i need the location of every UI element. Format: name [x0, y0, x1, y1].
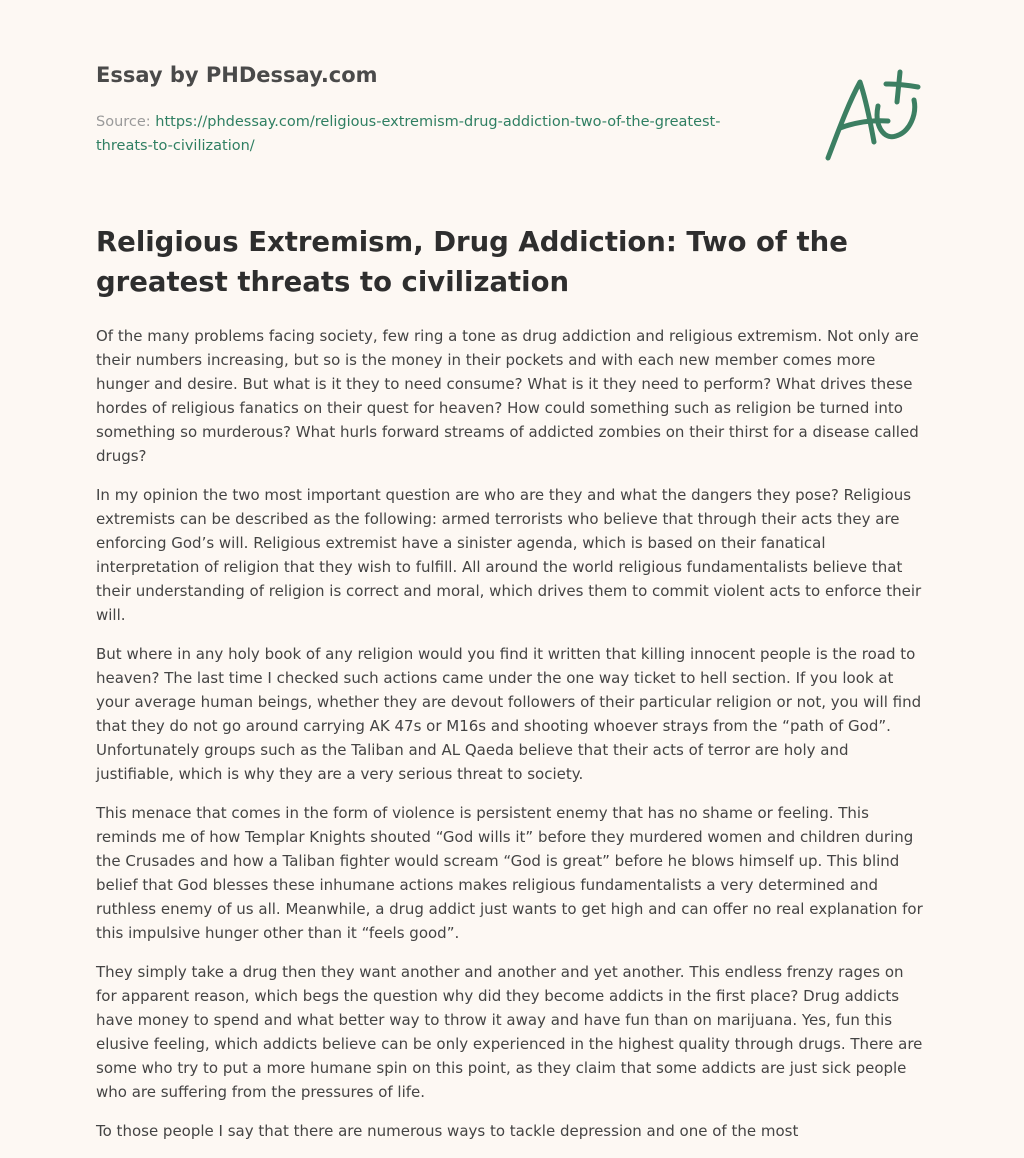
source-line [96, 110, 776, 158]
source-link[interactable]: https://phdessay.com/religious-extremism-drug-addiction-two-of-the-greatest-threats-to-civilization/ [96, 114, 721, 154]
essay-paragraph: In my opinion the two most important question are who are they and what the dangers they pose? Religious extremists can be described as the following: armed terrorists who believe that through their acts they are enforcing God’s will. Religious extremist have a sinister agenda, which is based on their fanatical interpretation of religion that they wish to fulfill. All around the world religious fundamentalists believe that their understanding of religion is correct and moral, which drives them to commit violent acts to enforce their will. [96, 486, 922, 624]
a-plus-grade-icon [822, 66, 928, 166]
a-plus-logo-graphic [822, 66, 928, 166]
source-label: Source: [96, 114, 156, 130]
essay-body [96, 324, 928, 1158]
essay-paragraph: To those people I say that there are numerous ways to tackle depression and one of the most [96, 1122, 799, 1140]
site-header [96, 0, 928, 200]
essay-paragraph: But where in any holy book of any religion would you find it written that killing innocent people is the road to heaven? The last time I checked such actions came under the one way ticket to hell section. If you look at your average human beings, whether they are devout followers of their particular religion or not, you will find that they do not go around carrying AK 47s or M16s and shooting whoever strays from the “path of God”. Unfortunately groups such as the Taliban and AL Qaeda believe that their acts of terror are holy and justifiable, which is why they are a very serious threat to society. [96, 645, 922, 783]
essay-paragraph: Of the many problems facing society, few ring a tone as drug addiction and religious extremism. Not only are their numbers increasing, but so is the money in their pockets and with each new member comes more hunger and desire. But what is it they to need consume? What is it they need to perform? What drives these hordes of religious fanatics on their quest for heaven? How could something such as religion be turned into something so murderous? What hurls forward streams of addicted zombies on their thirst for a disease called drugs? [96, 327, 919, 465]
essay-paragraph: This menace that comes in the form of violence is persistent enemy that has no shame or feeling. This reminds me of how Templar Knights shouted “God wills it” before they murdered women and children during the Crusades and how a Taliban fighter would scream “God is great” before he blows himself up. This blind belief that God blesses these inhumane actions makes religious fundamentalists a very determined and ruthless enemy of us all. Meanwhile, a drug addict just wants to get high and can offer no real explanation for this impulsive hunger other than it “feels good”. [96, 804, 923, 942]
essay-title: Religious Extremism, Drug Addiction: Two of the greatest threats to civilization [96, 226, 848, 298]
essay-paragraph: They simply take a drug then they want another and another and yet another. This endless frenzy rages on for apparent reason, which begs the question why did they become addicts in the first place? Drug addicts have money to spend and what better way to throw it away and have fun than on marijuana. Yes, fun this elusive feeling, which addicts believe can be only experienced in the highest quality through drugs. There are some who try to put a more humane spin on this point, as they claim that some addicts are just sick people who are suffering from the pressures of life. [96, 963, 923, 1101]
site-title: Essay by PHDessay.com [96, 63, 378, 87]
